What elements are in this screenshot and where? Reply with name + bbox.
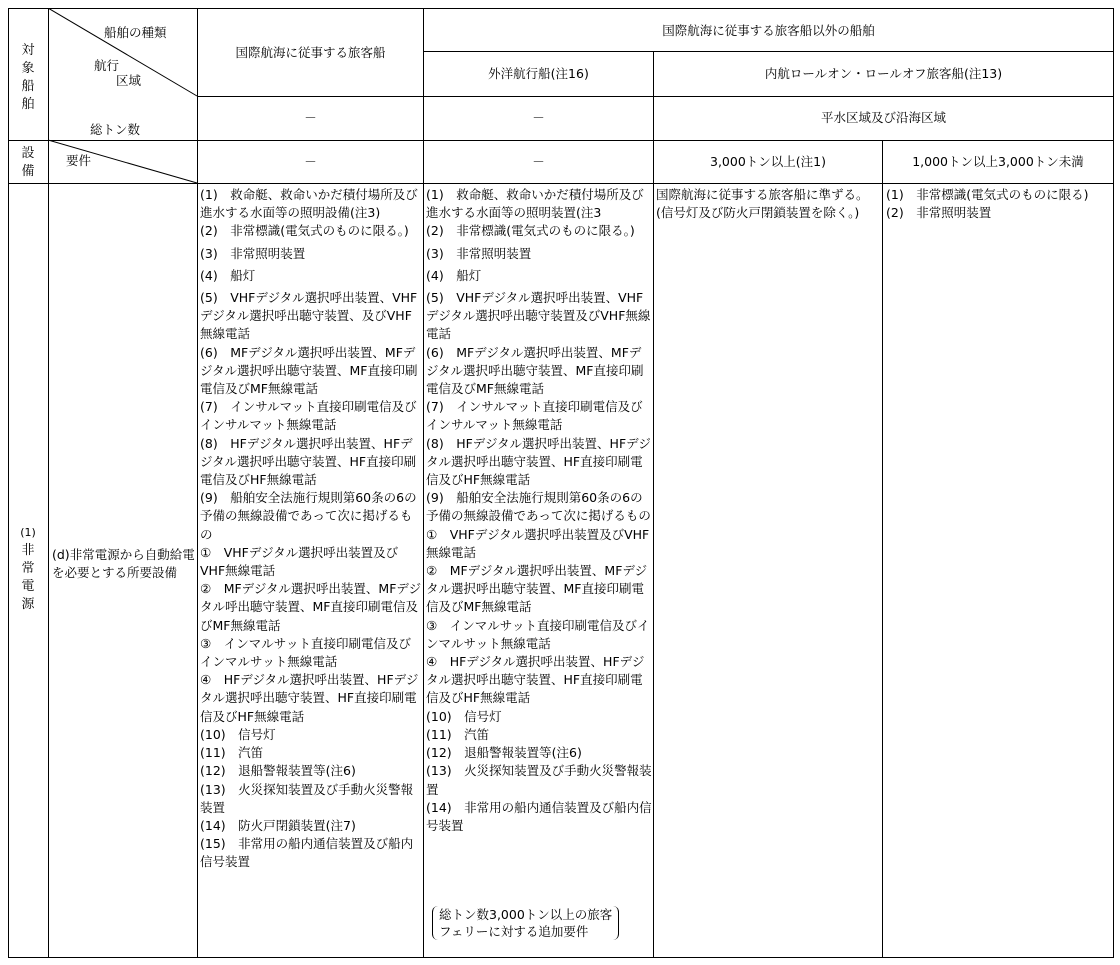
ocean-additional-requirement-note bbox=[432, 906, 619, 940]
table-border-right bbox=[1113, 8, 1114, 958]
list-item: (10) 信号灯 bbox=[200, 726, 276, 742]
col-header-other-ships: 国際航海に従事する旅客船以外の船舶 bbox=[662, 23, 875, 38]
col-line bbox=[653, 51, 654, 958]
list-item: (1) 非常標識(電気式のものに限る) bbox=[886, 187, 1089, 202]
list-item: ③ インマルサット直接印刷電信及びインマルサット無線電話 bbox=[200, 635, 411, 670]
list-item: (14) 非常用の船内通信装置及び船内信号装置 bbox=[426, 799, 652, 833]
col-line bbox=[882, 140, 883, 958]
col-line bbox=[423, 8, 424, 958]
roro-3000-text bbox=[656, 186, 880, 222]
req-1000-3000-tons: 1,000トン以上3,000トン未満 bbox=[912, 154, 1084, 169]
req-ocean: － bbox=[532, 154, 545, 169]
intl-equipment-list bbox=[200, 186, 422, 872]
list-item: ② MFデジタル選択呼出装置、MFデジタル選択呼出聴守装置、MF直接印刷電信及びMF無線電話 bbox=[426, 563, 648, 615]
section-emergency-power: (1) 非 常 電 源 bbox=[20, 526, 36, 612]
req-3000-tons: 3,000トン以上(注1) bbox=[710, 154, 826, 169]
list-item: (3) 非常照明装置 bbox=[426, 245, 532, 261]
list-item: ② MFデジタル選択呼出装置、MFデジタル呼出聴守装置、MF直接印刷電信及びMF無線電話 bbox=[200, 581, 422, 633]
list-item: ④ HFデジタル選択呼出装置、HFデジタル選択呼出聴守装置、HF直接印刷電信及びHF無線電話 bbox=[200, 672, 419, 724]
list-item: (2) 非常標識(電気式のものに限る。) bbox=[200, 223, 409, 239]
area-intl: － bbox=[304, 110, 317, 125]
list-item: (9) 船舶安全法施行規則第60条の6の予備の無線設備であって次に掲げるもの bbox=[426, 490, 651, 524]
area-ocean: － bbox=[532, 110, 545, 125]
list-item: (7) インサルマット直接印刷電信及びインサルマット無線電話 bbox=[200, 399, 417, 433]
col-header-intl-passenger: 国際航海に従事する旅客船 bbox=[235, 45, 386, 60]
area-label-line2: 区域 bbox=[116, 73, 142, 88]
list-item: ④ HFデジタル選択呼出装置、HFデジタル選択呼出聴守装置、HF直接印刷電信及びHF無線電話 bbox=[426, 654, 645, 706]
list-item: (7) インサルマット直接印刷電信及びインサルマット無線電話 bbox=[426, 399, 643, 433]
requirement-label: 要件 bbox=[66, 153, 92, 168]
list-item: (14) 防火戸閉鎖装置(注7) bbox=[200, 817, 356, 833]
tonnage-label: 総トン数 bbox=[90, 122, 141, 137]
table-border-bottom bbox=[8, 957, 1113, 958]
list-item: (2) 非常標識(電気式のものに限る。) bbox=[426, 223, 635, 239]
note-line: 総トン数3,000トン以上の旅客 bbox=[439, 907, 613, 922]
roro-1000-text bbox=[886, 186, 1110, 222]
list-item: (8) HFデジタル選択呼出装置、HFデジタル選択呼出聴守装置、HF直接印刷電信及びHF無線電話 bbox=[426, 435, 651, 488]
list-item: (6) MFデジタル選択呼出装置、MFデジタル選択呼出聴守装置、MF直接印刷電信及びMF無線電話 bbox=[426, 344, 644, 397]
list-item: (13) 火災探知装置及び手動火災警報装置 bbox=[426, 763, 652, 797]
list-item: (1) 救命艇、救命いかだ積付場所及び進水する水面等の照明設備(注3) bbox=[200, 187, 418, 221]
item-label: (d)非常電源から自動給電を必要とする所要設備 bbox=[52, 547, 195, 581]
col-header-ocean-going: 外洋航行船(注16) bbox=[488, 66, 589, 81]
area-label-line1: 航行 bbox=[94, 58, 120, 73]
list-item: (5) VHFデジタル選択呼出装置、VHFデジタル選択呼出聴守装置及びVHF無線電話 bbox=[426, 290, 651, 342]
list-item: (8) HFデジタル選択呼出装置、HFデジタル選択呼出聴守装置、HF直接印刷電信及びHF無線電話 bbox=[200, 435, 417, 488]
list-item: (10) 信号灯 bbox=[426, 708, 502, 724]
area-roro: 平水区域及び沿海区域 bbox=[820, 110, 946, 125]
row-line bbox=[423, 51, 1113, 52]
list-item: (1) 救命艇、救命いかだ積付場所及び進水する水面等の照明装置(注3 bbox=[426, 187, 644, 221]
list-item: (11) 汽笛 bbox=[200, 745, 264, 761]
row-line bbox=[197, 96, 1113, 97]
list-item: (11) 汽笛 bbox=[426, 726, 490, 742]
ocean-equipment-list bbox=[426, 186, 652, 835]
list-item: (13) 火災探知装置及び手動火災警報装置 bbox=[200, 781, 414, 815]
list-item: (5) VHFデジタル選択呼出装置、VHFデジタル選択呼出聴守装置、及びVHF無線電話 bbox=[200, 290, 418, 342]
table-border-left bbox=[8, 8, 9, 958]
col-header-roro: 内航ロールオン・ロールオフ旅客船(注13) bbox=[764, 66, 1003, 81]
list-item: (信号灯及び防火戸閉鎖装置を除く。) bbox=[656, 205, 860, 221]
list-item: 国際航海に従事する旅客船に準ずる。 bbox=[656, 187, 869, 202]
list-item: (3) 非常照明装置 bbox=[200, 245, 306, 261]
note-line: フェリーに対する追加要件 bbox=[439, 924, 589, 939]
list-item: (4) 船灯 bbox=[200, 267, 256, 283]
list-item: ③ インマルサット直接印刷電信及びインマルサット無線電話 bbox=[426, 617, 650, 651]
list-item: (9) 船舶安全法施行規則第60条の6の予備の無線設備であって次に掲げるもの bbox=[200, 490, 417, 542]
ship-type-label: 船舶の種類 bbox=[104, 25, 167, 40]
list-item: (15) 非常用の船内通信装置及び船内信号装置 bbox=[200, 836, 414, 870]
req-intl: － bbox=[304, 154, 317, 169]
list-item: (2) 非常照明装置 bbox=[886, 205, 992, 221]
target-ship-label: 対 象 船 舶 bbox=[21, 43, 35, 112]
list-item: ① VHFデジタル選択呼出装置及びVHF無線電話 bbox=[426, 526, 650, 560]
list-item: (12) 退船警報装置等(注6) bbox=[426, 745, 582, 761]
list-item: (6) MFデジタル選択呼出装置、MFデジタル選択呼出聴守装置、MF直接印刷電信及びMF無線電話 bbox=[200, 344, 418, 397]
list-item: ① VHFデジタル選択呼出装置及びVHF無線電話 bbox=[200, 544, 399, 579]
list-item: (12) 退船警報装置等(注6) bbox=[200, 763, 356, 779]
equipment-label: 設 備 bbox=[21, 146, 35, 179]
list-item: (4) 船灯 bbox=[426, 267, 482, 283]
